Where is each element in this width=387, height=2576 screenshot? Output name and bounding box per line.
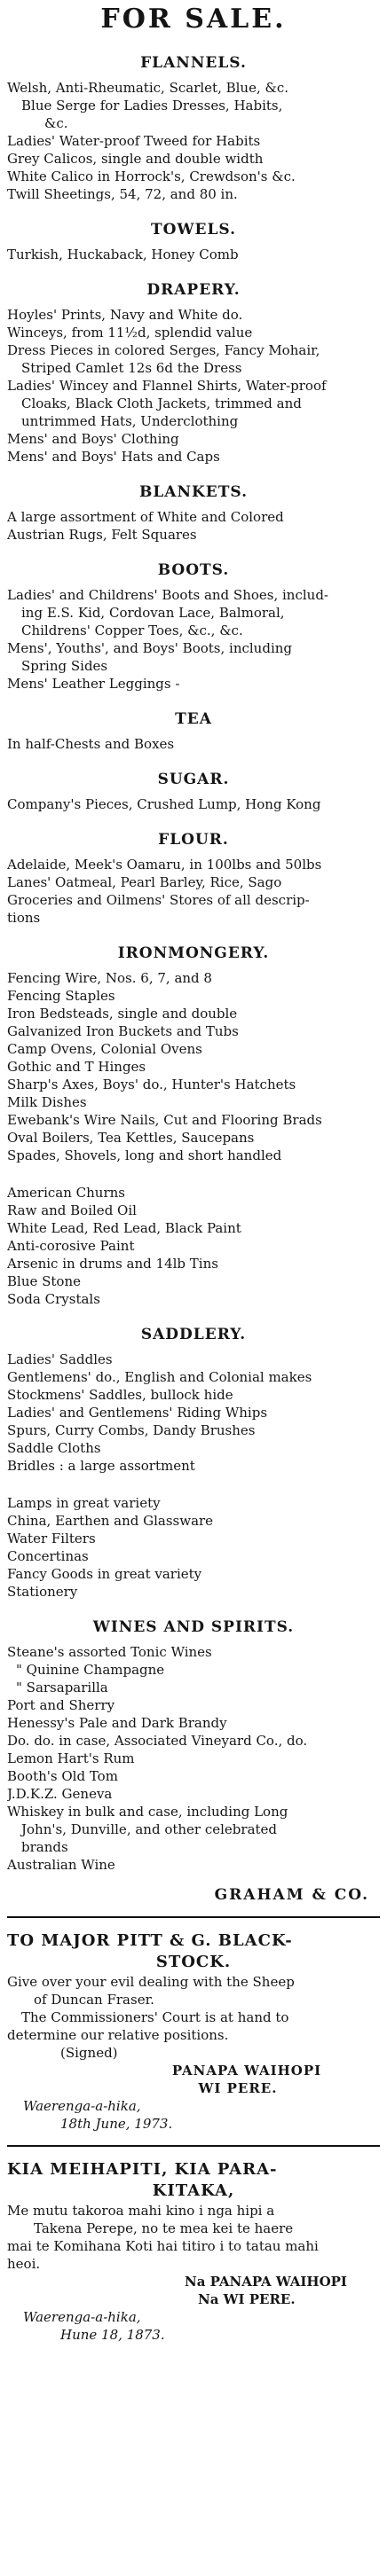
item-line: Dress Pieces in colored Serges, Fancy Mohair, <box>7 342 320 358</box>
merchant-signature: GRAHAM & CO. <box>214 1886 369 1904</box>
item-line: Lamps in great variety <box>7 1495 161 1511</box>
item-line: Iron Bedsteads, single and double <box>7 1006 238 1022</box>
item-line: Stationery <box>7 1584 78 1600</box>
item-line: In half-Chests and Boxes <box>7 736 175 752</box>
section-heading: SADDLERY. <box>140 1326 247 1343</box>
item-line: " Quinine Champagne <box>16 1662 165 1678</box>
section-heading: SUGAR. <box>157 771 230 788</box>
notice-date: Hune 18, 1873. <box>60 2327 165 2343</box>
page-title: FOR SALE. <box>100 4 287 35</box>
item-line: Milk Dishes <box>7 1094 87 1110</box>
notice-body-line: mai te Komihana Koti hai titiro i to tatau mahi <box>7 2238 319 2254</box>
item-line: Galvanized Iron Buckets and Tubs <box>7 1023 239 1039</box>
item-line: Arsenic in drums and 14lb Tins <box>7 1256 218 1272</box>
item-line: brands <box>21 1839 68 1855</box>
item-line: Lanes' Oatmeal, Pearl Barley, Rice, Sago <box>7 874 282 890</box>
notice-body-line: Takena Perepe, no te mea kei te haere <box>34 2220 294 2236</box>
item-line: Turkish, Huckaback, Honey Comb <box>7 247 239 262</box>
item-line: A large assortment of White and Colored <box>7 509 284 525</box>
item-line: Camp Ovens, Colonial Ovens <box>7 1041 202 1057</box>
item-line: Do. do. in case, Associated Vineyard Co., do. <box>7 1733 308 1749</box>
item-line: Winceys, from 11½d, splendid value <box>7 325 253 341</box>
item-line: Booth's Old Tom <box>7 1768 118 1784</box>
for-sale-sections <box>7 54 380 1874</box>
notice-body-line: of Duncan Fraser. <box>34 1992 154 2008</box>
item-line: Lemon Hart's Rum <box>7 1750 135 1766</box>
signatory-name: PANAPA WAIHOPI <box>171 2063 322 2079</box>
item-line: Whiskey in bulk and case, including Long <box>7 1804 288 1820</box>
item-line: Fencing Wire, Nos. 6, 7, and 8 <box>7 970 212 986</box>
item-line: White Calico in Horrock's, Crewdson's &c. <box>7 168 296 184</box>
item-line: Twill Sheetings, 54, 72, and 80 in. <box>7 186 238 202</box>
item-line: Ladies' and Gentlemens' Riding Whips <box>7 1405 268 1421</box>
item-line: American Churns <box>7 1185 126 1201</box>
notice-body-line: determine our relative positions. <box>7 2027 229 2043</box>
item-line: Ewebank's Wire Nails, Cut and Flooring Brads <box>7 1112 322 1128</box>
item-line: John's, Dunville, and other celebrated <box>21 1821 278 1837</box>
item-line: Mens' Leather Leggings - <box>7 676 180 692</box>
item-line: White Lead, Red Lead, Black Paint <box>7 1220 241 1236</box>
item-line: Gothic and T Hinges <box>7 1059 146 1075</box>
section-heading: BOOTS. <box>157 561 230 579</box>
item-line: Welsh, Anti-Rheumatic, Scarlet, Blue, &c. <box>7 80 289 96</box>
section-heading: BLANKETS. <box>138 483 249 501</box>
item-line: &c. <box>44 115 68 131</box>
section-spacer <box>7 1475 380 1494</box>
item-line: Stockmens' Saddles, bullock hide <box>7 1387 233 1403</box>
item-line: ing E.S. Kid, Cordovan Lace, Balmoral, <box>21 605 285 621</box>
notice-place: Waerenga-a-hika, <box>23 2098 141 2114</box>
notice-date: 18th June, 1973. <box>60 2116 173 2132</box>
item-line: Soda Crystals <box>7 1291 100 1307</box>
notice-body-line: Give over your evil dealing with the Sheep <box>7 1974 295 1990</box>
item-line: Spades, Shovels, long and short handled <box>7 1147 282 1163</box>
item-line: Austrian Rugs, Felt Squares <box>7 527 197 543</box>
item-line: Ladies' Wincey and Flannel Shirts, Water-proof <box>7 378 327 394</box>
item-line: Ladies' Saddles <box>7 1351 113 1367</box>
item-line: Sharp's Axes, Boys' do., Hunter's Hatchets <box>7 1077 296 1092</box>
signatory-name: Na PANAPA WAIHOPI <box>185 2274 347 2290</box>
item-line: Oval Boilers, Tea Kettles, Saucepans <box>7 1130 255 1146</box>
notice-heading: TO MAJOR PITT & G. BLACK- <box>7 1931 293 1950</box>
item-line: Mens', Youths', and Boys' Boots, including <box>7 640 293 656</box>
section-heading: FLOUR. <box>158 831 229 849</box>
item-line: Mens' and Boys' Hats and Caps <box>7 449 220 465</box>
item-line: tions <box>7 910 41 926</box>
item-line: Fencing Staples <box>7 988 115 1004</box>
notice-heading-cont: STOCK. <box>155 1953 232 1971</box>
item-line: J.D.K.Z. Geneva <box>7 1786 113 1802</box>
item-line: Blue Stone <box>7 1273 81 1289</box>
notice-body-line: The Commissioners' Court is at hand to <box>21 2009 289 2025</box>
item-line: Adelaide, Meek's Oamaru, in 100lbs and 50lbs <box>7 857 322 873</box>
item-line: Cloaks, Black Cloth Jackets, trimmed and <box>21 395 302 411</box>
item-line: Ladies' and Childrens' Boots and Shoes, includ- <box>7 587 328 603</box>
signatory-name: WI PERE. <box>198 2080 278 2096</box>
section-heading: FLANNELS. <box>140 54 247 72</box>
item-line: Steane's assorted Tonic Wines <box>7 1644 212 1660</box>
notice-heading-cont: KITAKA, <box>152 2181 235 2200</box>
section-heading: DRAPERY. <box>146 281 241 299</box>
item-line: Childrens' Copper Toes, &c., &c. <box>21 622 243 638</box>
notice-place: Waerenga-a-hika, <box>23 2309 141 2325</box>
item-line: Grey Calicos, single and double width <box>7 151 264 167</box>
item-line: Port and Sherry <box>7 1697 115 1713</box>
notice-body-line: Me mutu takoroa mahi kino i nga hipi a <box>7 2203 275 2219</box>
notice-heading: KIA MEIHAPITI, KIA PARA- <box>7 2160 278 2179</box>
item-line: " Sarsaparilla <box>16 1679 108 1695</box>
section-heading: TEA <box>175 710 212 728</box>
notice-maori <box>7 2159 380 2344</box>
section-heading: IRONMONGERY. <box>117 944 270 962</box>
signatory-name: Na WI PERE. <box>198 2291 296 2307</box>
section-divider <box>7 1916 380 1918</box>
item-line: Company's Pieces, Crushed Lump, Hong Kong <box>7 796 321 812</box>
item-line: Hoyles' Prints, Navy and White do. <box>7 307 243 323</box>
item-line: untrimmed Hats, Underclothing <box>21 413 239 429</box>
item-line: Groceries and Oilmens' Stores of all descrip- <box>7 892 310 908</box>
item-line: Australian Wine <box>7 1857 115 1873</box>
section-divider <box>7 2145 380 2147</box>
notice-english <box>7 1930 380 2133</box>
item-line: Ladies' Water-proof Tweed for Habits <box>7 133 261 149</box>
item-line: Mens' and Boys' Clothing <box>7 431 179 447</box>
item-line: Bridles : a large assortment <box>7 1458 195 1474</box>
item-line: Fancy Goods in great variety <box>7 1566 202 1582</box>
item-line: Spurs, Curry Combs, Dandy Brushes <box>7 1422 256 1438</box>
item-line: Anti-corosive Paint <box>7 1238 135 1254</box>
item-line: Blue Serge for Ladies Dresses, Habits, <box>21 98 283 114</box>
item-line: Gentlemens' do., English and Colonial makes <box>7 1369 312 1385</box>
section-heading: WINES AND SPIRITS. <box>92 1618 295 1636</box>
item-line: Henessy's Pale and Dark Brandy <box>7 1715 227 1731</box>
notice-body-line: heoi. <box>7 2256 41 2272</box>
item-line: Raw and Boiled Oil <box>7 1202 137 1218</box>
item-line: Striped Camlet 12s 6d the Dress <box>21 360 242 376</box>
signed-label: (Signed) <box>60 2045 118 2061</box>
item-line: Concertinas <box>7 1548 89 1564</box>
item-line: Saddle Cloths <box>7 1440 101 1456</box>
section-spacer <box>7 1164 380 1184</box>
item-line: Spring Sides <box>21 658 108 674</box>
item-line: China, Earthen and Glassware <box>7 1513 214 1529</box>
section-heading: TOWELS. <box>150 221 237 239</box>
item-line: Water Filters <box>7 1531 96 1546</box>
